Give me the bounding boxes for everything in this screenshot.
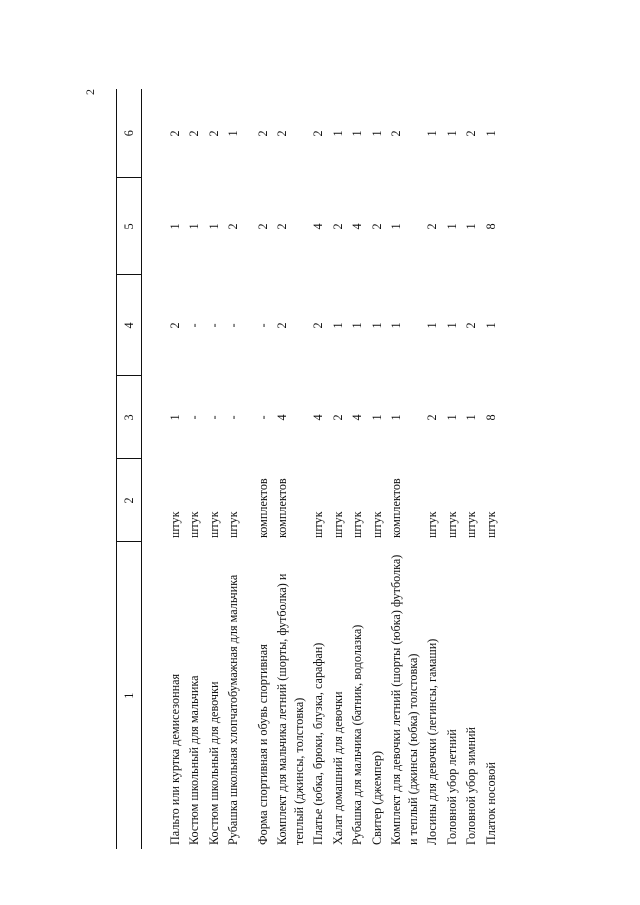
item-name-cell: Головной убор летний xyxy=(444,729,459,845)
item-name-cell: Платье (юбка, брюки, блузка, сарафан) xyxy=(311,642,326,845)
value-cell-col-6: 1 xyxy=(444,130,459,137)
unit-cell: штук xyxy=(330,511,345,538)
header-col-2: 2 xyxy=(117,459,142,542)
table-row xyxy=(225,89,244,849)
table-row xyxy=(444,89,463,849)
value-cell-col-5: 2 xyxy=(255,223,270,230)
table-row xyxy=(330,89,349,849)
value-cell-col-4: - xyxy=(255,323,270,328)
table-row xyxy=(245,89,274,849)
value-cell-col-4: 2 xyxy=(168,322,182,329)
value-cell-col-3: 2 xyxy=(330,414,345,421)
value-cell-col-5: 2 xyxy=(275,223,290,230)
value-cell-col-3: - xyxy=(255,415,270,420)
unit-cell: комплектов xyxy=(275,478,290,538)
header-col-5: 5 xyxy=(117,178,142,275)
unit-cell: штук xyxy=(187,511,202,538)
value-cell-col-5: 2 xyxy=(226,223,241,230)
value-cell-col-5: 2 xyxy=(369,223,384,230)
unit-cell: комплектов xyxy=(255,478,270,538)
header-col-6: 6 xyxy=(117,89,142,178)
value-cell-col-5: 2 xyxy=(425,223,440,230)
value-cell-col-4: 1 xyxy=(330,322,345,329)
unit-cell: штук xyxy=(311,511,326,538)
value-cell-col-3: - xyxy=(226,415,241,420)
table-row xyxy=(206,89,225,849)
unit-cell: штук xyxy=(425,511,440,538)
value-cell-col-3: - xyxy=(187,415,202,420)
item-name-cell: Форма спортивная и обувь спортивная xyxy=(255,644,270,845)
unit-cell: штук xyxy=(350,511,365,538)
value-cell-col-5: 2 xyxy=(330,223,345,230)
value-cell-col-5: 4 xyxy=(311,223,326,230)
value-cell-col-5: 1 xyxy=(389,223,404,230)
value-cell-col-6: 2 xyxy=(389,130,404,137)
value-cell-col-3: 1 xyxy=(168,414,182,421)
value-cell-col-6: 1 xyxy=(226,130,241,137)
item-name-cell: Рубашка школьная хлопчатобумажная для мальчика xyxy=(226,574,241,845)
value-cell-col-5: 1 xyxy=(206,223,221,230)
value-cell-col-6: 2 xyxy=(311,130,326,137)
item-name-cell: Халат домашний для девочки xyxy=(330,691,345,845)
table-row xyxy=(274,89,310,849)
value-cell-col-4: 1 xyxy=(369,322,384,329)
table-row xyxy=(388,89,424,849)
value-cell-col-3: 1 xyxy=(369,414,384,421)
table-row xyxy=(369,89,388,849)
clothing-norms-table xyxy=(116,89,502,849)
value-cell-col-3: - xyxy=(206,415,221,420)
unit-cell: штук xyxy=(444,511,459,538)
value-cell-col-6: 1 xyxy=(330,130,345,137)
unit-cell: штук xyxy=(483,511,498,538)
unit-cell: штук xyxy=(464,511,479,538)
value-cell-col-4: 1 xyxy=(389,322,404,329)
value-cell-col-3: 4 xyxy=(275,414,290,421)
value-cell-col-6: 1 xyxy=(350,130,365,137)
value-cell-col-4: 1 xyxy=(483,322,498,329)
value-cell-col-5: 1 xyxy=(444,223,459,230)
table-row xyxy=(463,89,482,849)
rotated-table-container xyxy=(116,89,546,849)
table-row xyxy=(142,89,187,849)
value-cell-col-5: 1 xyxy=(168,223,182,230)
value-cell-col-4: 1 xyxy=(425,322,440,329)
header-col-1: 1 xyxy=(117,542,142,849)
value-cell-col-6: 2 xyxy=(255,130,270,137)
item-name-cell: Свитер (джемпер) xyxy=(369,750,384,845)
value-cell-col-6: 2 xyxy=(275,130,290,137)
value-cell-col-3: 1 xyxy=(444,414,459,421)
unit-cell: штук xyxy=(168,511,182,538)
value-cell-col-3: 2 xyxy=(425,414,440,421)
item-name-cell: Комплект для девочки летний (шорты (юбка) футболка) и теплый (джинсы (юбка) толстовка) xyxy=(389,554,420,845)
value-cell-col-3: 1 xyxy=(464,414,479,421)
item-name-cell: Платок носовой xyxy=(483,762,498,845)
value-cell-col-6: 2 xyxy=(464,130,479,137)
unit-cell: комплектов xyxy=(389,478,404,538)
value-cell-col-6: 2 xyxy=(187,130,202,137)
value-cell-col-5: 4 xyxy=(350,223,365,230)
value-cell-col-5: 8 xyxy=(483,223,498,230)
value-cell-col-6: 1 xyxy=(369,130,384,137)
unit-cell: штук xyxy=(369,511,384,538)
value-cell-col-4: 1 xyxy=(444,322,459,329)
item-name-cell: Пальто или куртка демисезонная xyxy=(168,673,182,845)
item-name-cell: Рубашка для мальчика (батник, водолазка) xyxy=(350,624,365,845)
page-number: 2 xyxy=(83,89,97,95)
value-cell-col-4: 2 xyxy=(311,322,326,329)
item-name-cell: Костюм школьный для мальчика xyxy=(187,675,202,845)
item-name-cell: Костюм школьный для девочки xyxy=(206,681,221,845)
header-col-3: 3 xyxy=(117,376,142,459)
table-row xyxy=(186,89,205,849)
table-row xyxy=(424,89,443,849)
unit-cell: штук xyxy=(206,511,221,538)
value-cell-col-4: 2 xyxy=(275,322,290,329)
value-cell-col-4: 1 xyxy=(350,322,365,329)
value-cell-col-5: 1 xyxy=(464,223,479,230)
table-body xyxy=(142,89,502,849)
value-cell-col-4: - xyxy=(187,323,202,328)
value-cell-col-4: - xyxy=(206,323,221,328)
table-row xyxy=(483,89,502,849)
header-col-4: 4 xyxy=(117,275,142,376)
header-row xyxy=(117,89,142,849)
table-row xyxy=(349,89,368,849)
value-cell-col-3: 4 xyxy=(311,414,326,421)
table-row xyxy=(310,89,329,849)
item-name-cell: Лосины для девочки (легинсы, гамаши) xyxy=(425,638,440,845)
value-cell-col-6: 1 xyxy=(483,130,498,137)
item-name-cell: Комплект для мальчика летний (шорты, футболка) и теплый (джинсы, толстовка) xyxy=(275,573,306,845)
value-cell-col-6: 2 xyxy=(206,130,221,137)
value-cell-col-4: - xyxy=(226,323,241,328)
value-cell-col-3: 8 xyxy=(483,414,498,421)
value-cell-col-6: 1 xyxy=(425,130,440,137)
value-cell-col-5: 1 xyxy=(187,223,202,230)
value-cell-col-6: 2 xyxy=(168,130,182,137)
value-cell-col-3: 4 xyxy=(350,414,365,421)
unit-cell: штук xyxy=(226,511,241,538)
value-cell-col-3: 1 xyxy=(389,414,404,421)
item-name-cell: Головной убор зимний xyxy=(464,726,479,845)
value-cell-col-4: 2 xyxy=(464,322,479,329)
